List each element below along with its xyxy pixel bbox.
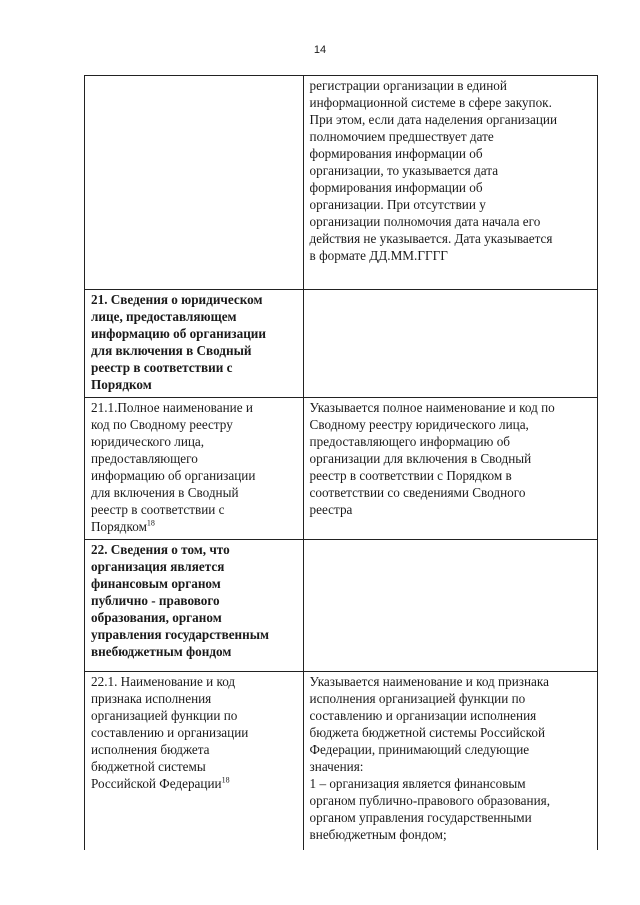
field-description-cell: [303, 672, 597, 854]
field-name: 22.1. Наименование и код признака исполнения организацией функции по составлению и организации исполнения бюджета бюджетной системы Российской Федерации$^{18}$: [91, 674, 249, 791]
field-description-cell: [303, 290, 597, 398]
field-name-cell: [85, 76, 304, 290]
section-heading-cell: [85, 290, 304, 398]
field-description-cell: [303, 398, 597, 540]
section-row: [85, 540, 598, 672]
table-row: [85, 672, 598, 854]
field-description-cell: [303, 540, 597, 672]
field-name: 21.1.Полное наименование и код по Сводному реестру юридического лица, предоставляющего информацию об организации для включения в Сводный реестр в соответствии с Порядком$^{18}$: [91, 400, 256, 534]
section-heading-cell: [85, 540, 304, 672]
table-row: [85, 76, 598, 290]
field-description: Указывается полное наименование и код по Сводному реестру юридического лица, предоставляющего информацию об организации для включения в Сводный реестр в соответствии с Порядком в соответствии со сведениями Сводного реестра: [309, 400, 555, 517]
field-name-cell: [85, 398, 304, 540]
footnote-ref: 18: [221, 775, 230, 785]
page-bottom-margin: [0, 850, 640, 905]
field-description: Указывается наименование и код признака исполнения организацией функции по составлению и организации исполнения бюджета бюджетной системы Российской Федерации, принимающий следующие значения: 1 – организация является финансовым органом публично-правового образования, органом управления государственными внебюджетным фондом;: [309, 674, 551, 842]
page-number: 14: [313, 44, 327, 56]
table-row: [85, 398, 598, 540]
section-heading: 21. Сведения о юридическом лице, предоставляющем информацию об организации для включения в Сводный реестр в соответствии с Порядком: [91, 292, 266, 392]
section-row: [85, 290, 598, 398]
field-name-cell: [85, 672, 304, 854]
field-description: регистрации организации в единой информационной системе в сфере закупок. При этом, если дата наделения организации полномочием предшествует дате формирования информации об организации, то указывается дата формирования информации об организации. При отсутствии у организации полномочия дата начала его действия не указывается. Дата указывается в формате ДД.ММ.ГГГГ: [309, 78, 557, 263]
field-description-cell: [303, 76, 597, 290]
requisites-table: [84, 75, 598, 854]
section-heading: 22. Сведения о том, что организация является финансовым органом публично - правового образования, органом управления государственным внебюджетным фондом: [91, 542, 270, 659]
footnote-ref: 18: [146, 518, 155, 528]
